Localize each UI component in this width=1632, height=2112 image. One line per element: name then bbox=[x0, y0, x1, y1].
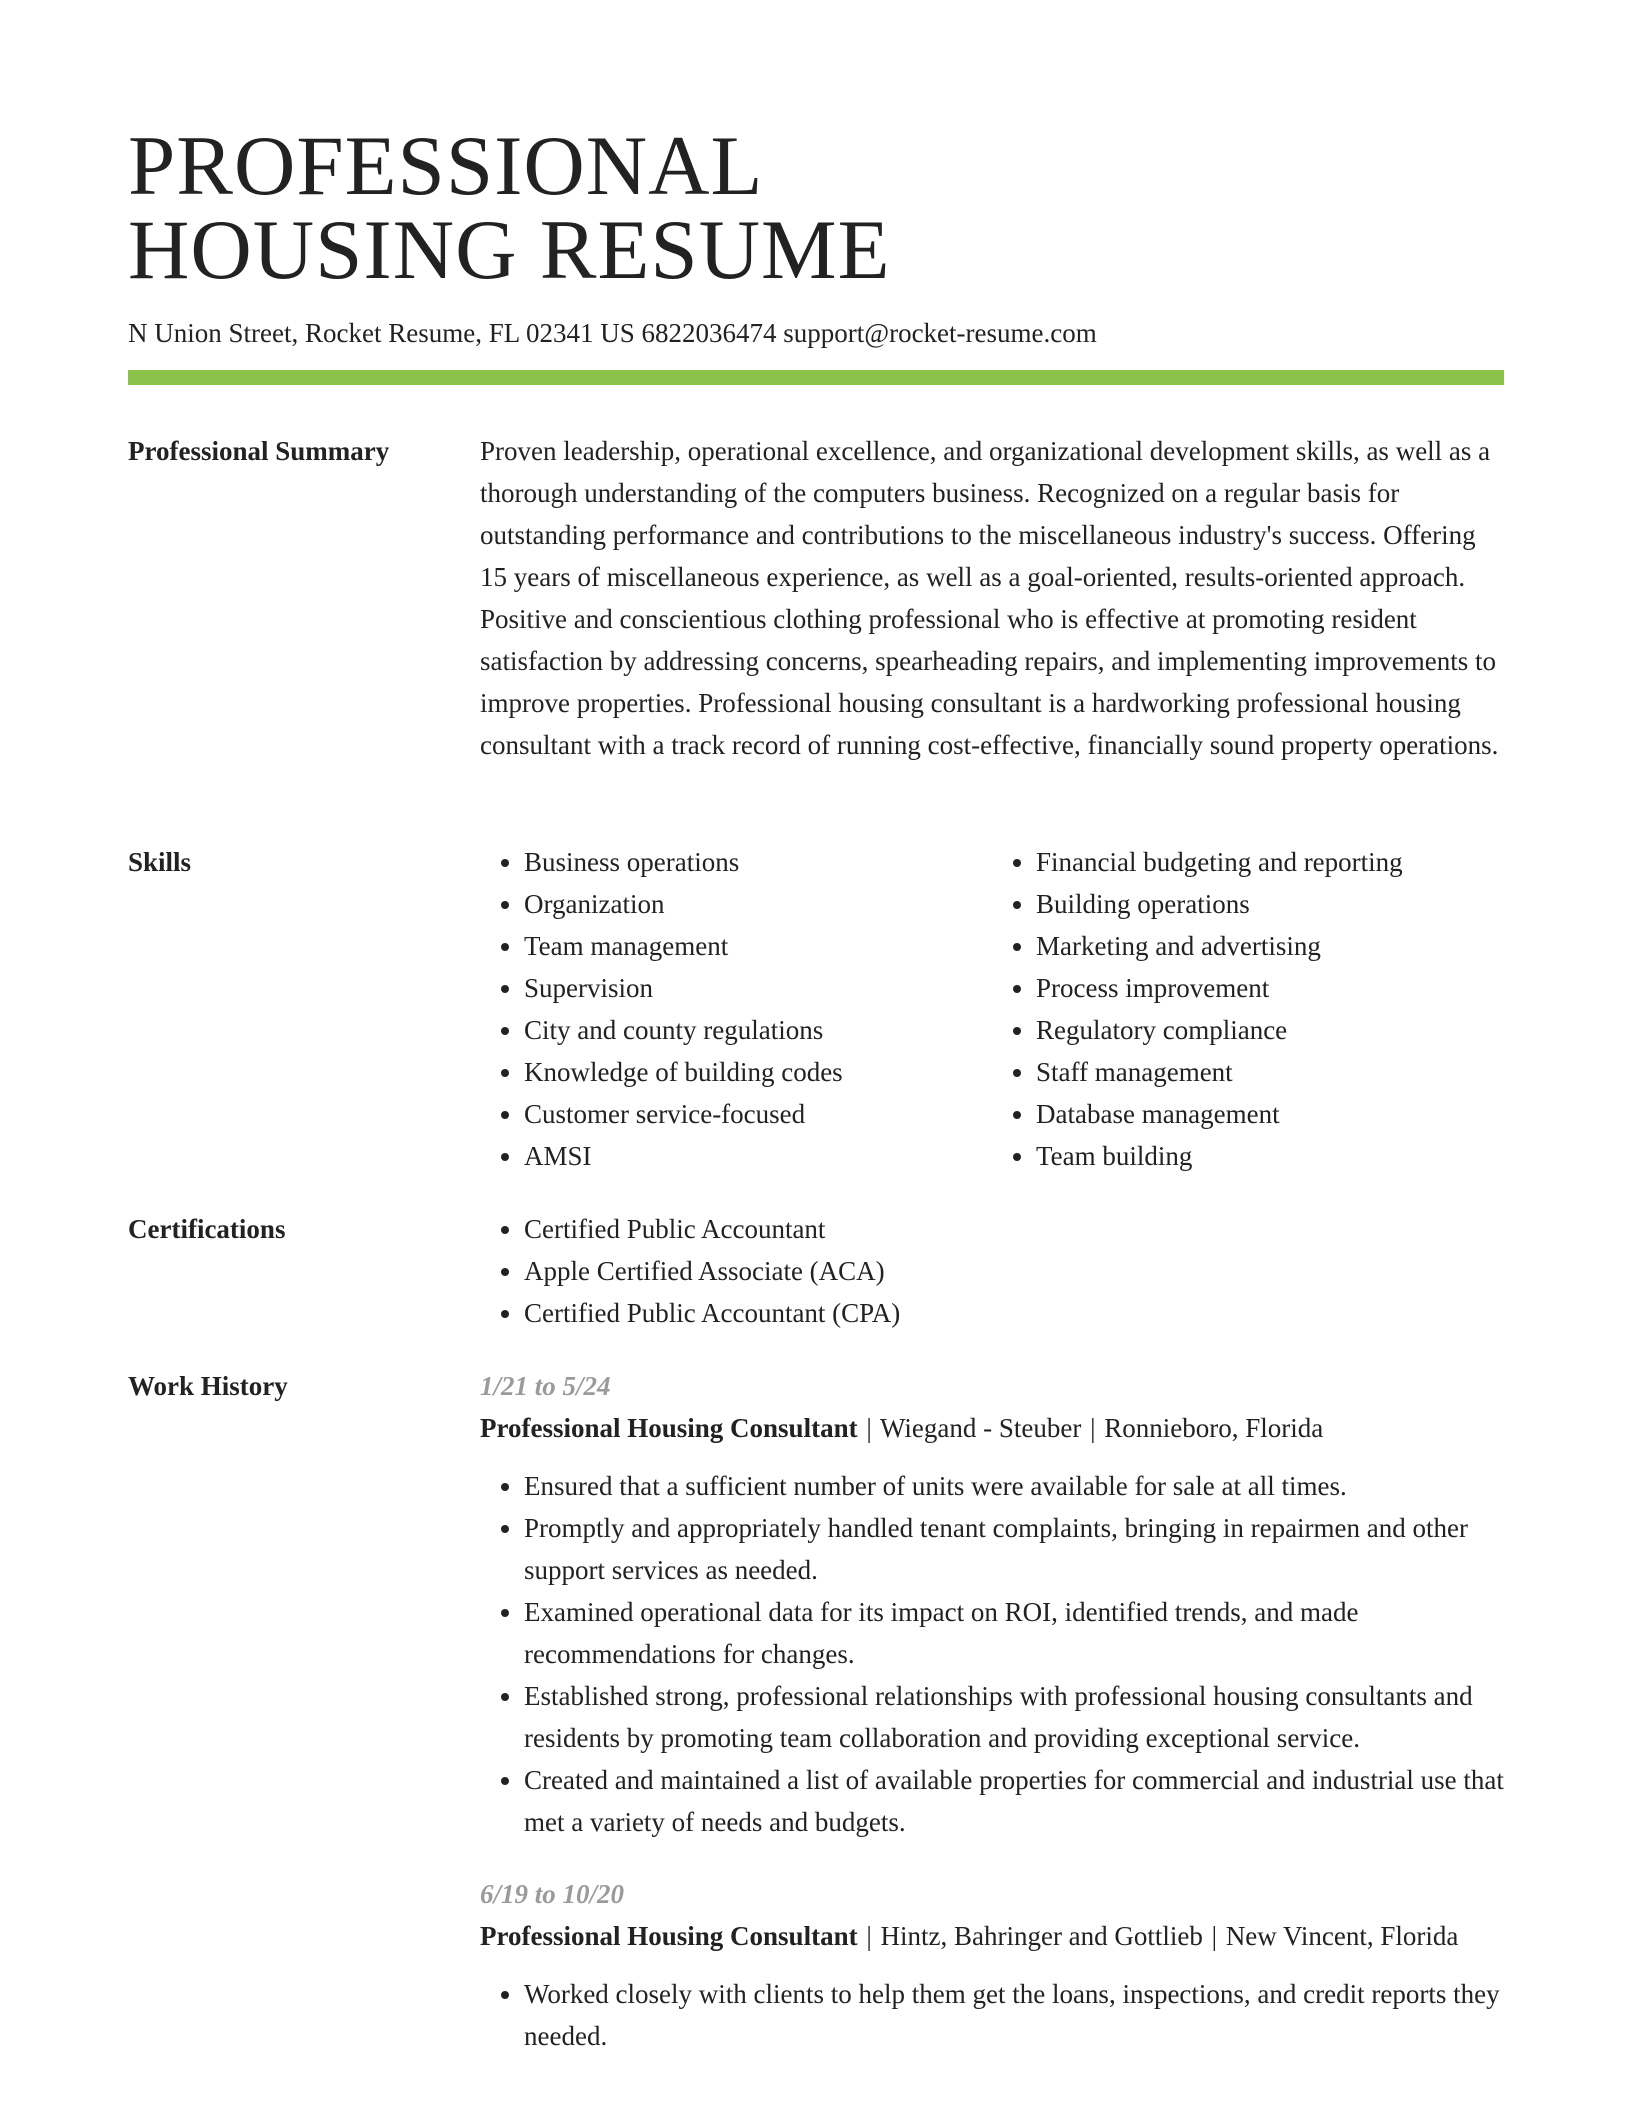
job-location: Ronnieboro, Florida bbox=[1104, 1413, 1324, 1443]
job-separator: | bbox=[866, 1921, 872, 1951]
job-company: Hintz, Bahringer and Gottlieb bbox=[880, 1921, 1203, 1951]
job-bullet: • Ensured that a sufficient number of units were available for sale at all times. bbox=[524, 1465, 1504, 1507]
skill-item: • City and county regulations bbox=[524, 1009, 992, 1051]
job-bullets bbox=[480, 1973, 1504, 2057]
job-company: Wiegand - Steuber bbox=[880, 1413, 1082, 1443]
skill-item: • Team building bbox=[1036, 1135, 1504, 1177]
skills-columns bbox=[480, 841, 1504, 1177]
header-divider bbox=[128, 370, 1504, 385]
skill-item: • Marketing and advertising bbox=[1036, 925, 1504, 967]
certifications-list bbox=[480, 1208, 1504, 1334]
section-label-work-history: Work History bbox=[128, 1371, 288, 1401]
job-separator: | bbox=[1211, 1921, 1218, 1951]
skills-list-left bbox=[480, 841, 992, 1177]
job-bullet: • Promptly and appropriately handled tenant complaints, bringing in repairmen and other support services as needed. bbox=[524, 1507, 1504, 1591]
section-label-certifications: Certifications bbox=[128, 1214, 286, 1244]
certification-item: • Certified Public Accountant bbox=[524, 1208, 1504, 1250]
certifications-body bbox=[480, 1208, 1504, 1334]
skill-item: • Customer service-focused bbox=[524, 1093, 992, 1135]
skill-item: • Regulatory compliance bbox=[1036, 1009, 1504, 1051]
skills-list-right bbox=[992, 841, 1504, 1177]
contact-line: N Union Street, Rocket Resume, FL 02341 US 6822036474 support@rocket-resume.com bbox=[128, 318, 1097, 348]
skill-item: • Organization bbox=[524, 883, 992, 925]
skill-item: • Database management bbox=[1036, 1093, 1504, 1135]
section-label-skills: Skills bbox=[128, 847, 192, 877]
job-title: Professional Housing Consultant bbox=[480, 1921, 858, 1951]
job-bullet: • Established strong, professional relationships with professional housing consultants and residents by promoting team collaboration and providing exceptional service. bbox=[524, 1675, 1504, 1759]
skill-item: • Knowledge of building codes bbox=[524, 1051, 992, 1093]
job-bullet: • Created and maintained a list of available properties for commercial and industrial use that met a variety of needs and budgets. bbox=[524, 1759, 1504, 1843]
title-line-1: PROFESSIONAL bbox=[128, 119, 764, 213]
skill-item: • AMSI bbox=[524, 1135, 992, 1177]
job-bullets bbox=[480, 1465, 1504, 1843]
skill-item: • Building operations bbox=[1036, 883, 1504, 925]
job-entry bbox=[480, 1873, 1504, 2057]
skill-item: • Supervision bbox=[524, 967, 992, 1009]
skills-body bbox=[480, 841, 1504, 1177]
job-date: 1/21 to 5/24 bbox=[480, 1371, 611, 1401]
job-heading bbox=[480, 1407, 1504, 1449]
job-separator: | bbox=[866, 1413, 872, 1443]
skill-item: • Process improvement bbox=[1036, 967, 1504, 1009]
job-entry bbox=[480, 1365, 1504, 1843]
job-bullet: • Worked closely with clients to help them get the loans, inspections, and credit reports they needed. bbox=[524, 1973, 1504, 2057]
section-label-summary: Professional Summary bbox=[128, 436, 390, 466]
job-title: Professional Housing Consultant bbox=[480, 1413, 858, 1443]
skill-item: • Team management bbox=[524, 925, 992, 967]
skill-item: • Staff management bbox=[1036, 1051, 1504, 1093]
job-bullet: • Examined operational data for its impact on ROI, identified trends, and made recommendations for changes. bbox=[524, 1591, 1504, 1675]
job-heading bbox=[480, 1915, 1504, 1957]
certification-item: • Certified Public Accountant (CPA) bbox=[524, 1292, 1504, 1334]
job-date: 6/19 to 10/20 bbox=[480, 1879, 625, 1909]
work-history-body bbox=[480, 1365, 1504, 2057]
certification-item: • Apple Certified Associate (ACA) bbox=[524, 1250, 1504, 1292]
summary-text: Proven leadership, operational excellence, and organizational development skills, as well as a thorough understanding of the computers business. Recognized on a regular basis for outstanding performance and contributions to the miscellaneous industry's success. Offering 15 years of miscellaneous experience, as well as a goal-oriented, results-oriented approach. Positive and conscientious clothing professional who is effective at promoting resident satisfaction by addressing concerns, spearheading repairs, and implementing improvements to improve properties. Professional housing consultant is a hardworking professional housing consultant with a track record of running cost-effective, financially sound property operations. bbox=[480, 436, 1499, 760]
summary-body bbox=[480, 430, 1504, 766]
skill-item: • Financial budgeting and reporting bbox=[1036, 841, 1504, 883]
title-line-2: HOUSING RESUME bbox=[128, 203, 891, 297]
job-location: New Vincent, Florida bbox=[1225, 1921, 1459, 1951]
job-separator: | bbox=[1090, 1413, 1096, 1443]
skill-item: • Business operations bbox=[524, 841, 992, 883]
resume-title bbox=[128, 119, 1504, 297]
